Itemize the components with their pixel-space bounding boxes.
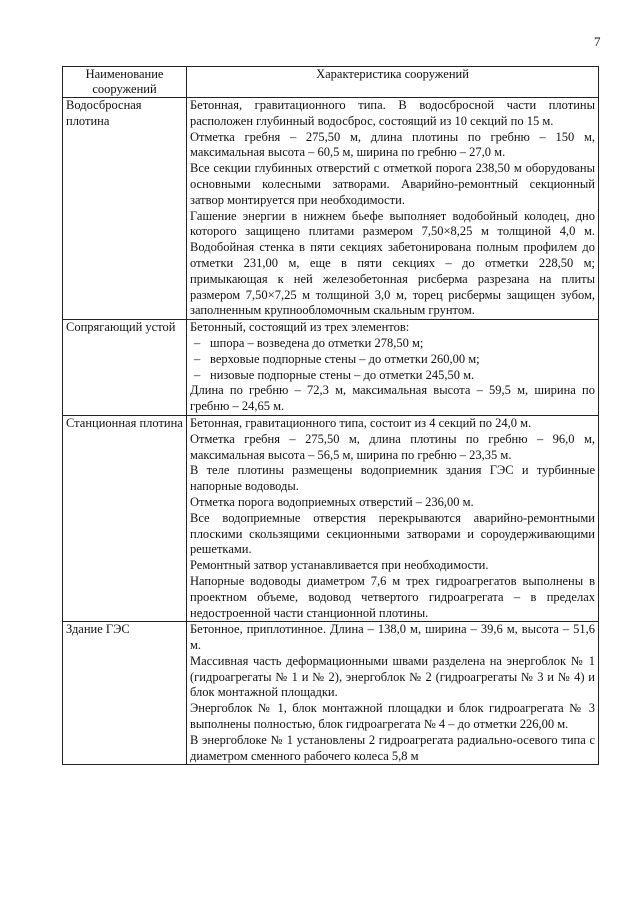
table-row	[63, 415, 599, 621]
description-paragraph: Все водоприемные отверстия перекрываются аварийно-ремонтными плоскими скользящими секционными затворами и сороудерживающими решетками.	[190, 510, 595, 557]
dash-bullet-icon: –	[194, 335, 201, 350]
table-header-row	[63, 67, 599, 98]
description-paragraph: Бетонный, состоящий из трех элементов:	[190, 320, 410, 335]
description-paragraph: Длина по гребню – 72,3 м, максимальная высота – 59,5 м, ширина по гребню – 24,65 м.	[190, 383, 595, 414]
description-paragraph: Гашение энергии в нижнем бьефе выполняет водобойный колодец, дно которого защищено плитами размером 7,50×8,25 м толщиной 4,0 м. Водобойная стенка в пяти секциях забетонирована полным профилем до отметки 231,00 м, еще в пяти секциях – до отметки 228,50 м; примыкающая к ней железобетонная рисберма разрезана на плиты размером 7,50×7,25 м толщиной 3,0 м, торец рисбермы защищен зубом, заполненным крупнообломочным скальным грунтом.	[190, 208, 595, 318]
header-name: Наименование сооружений	[63, 67, 187, 98]
description-paragraph: Бетонное, приплотинное. Длина – 138,0 м, ширина – 39,6 м, высота – 51,6 м.	[190, 622, 595, 653]
description-paragraph: В энергоблоке № 1 установлены 2 гидроагрегата радиально-осевого типа с диаметром сменного рабочего колеса 5,8 м	[190, 732, 595, 763]
description-paragraph: В теле плотины размещены водоприемник здания ГЭС и турбинные напорные водоводы.	[190, 463, 595, 494]
structure-name: Водосбросная плотина	[63, 98, 187, 320]
dash-bullet-icon: –	[194, 351, 201, 366]
elements-list	[190, 336, 595, 383]
structure-description	[187, 622, 599, 765]
table-row	[63, 98, 599, 320]
description-paragraph: Отметка гребня – 275,50 м, длина плотины по гребню – 96,0 м, максимальная высота – 56,5 м, ширина по гребню – 23,35 м.	[190, 431, 595, 462]
structure-name: Здание ГЭС	[63, 622, 187, 765]
description-paragraph: Ремонтный затвор устанавливается при необходимости.	[190, 558, 489, 573]
structure-description	[187, 320, 599, 416]
description-paragraph: Отметка гребня – 275,50 м, длина плотины по гребню – 150 м, максимальная высота – 60,5 м, ширина по гребню – 27,0 м.	[190, 129, 595, 160]
list-item: – верховые подпорные стены – до отметки 260,00 м;	[190, 352, 595, 368]
structure-description	[187, 415, 599, 621]
description-paragraph: Массивная часть деформационными швами разделена на энергоблок № 1 (гидроагрегаты № 1 и № 2), энергоблок № 2 (гидроагрегаты № 3 и № 4) и блок монтажной площадки.	[190, 653, 595, 700]
description-paragraph: Отметка порога водоприемных отверстий – 236,00 м.	[190, 494, 474, 509]
description-paragraph: Все секции глубинных отверстий с отметкой порога 238,50 м оборудованы основными колесными затворами. Аварийно-ремонтный секционный затвор монтируется при необходимости.	[190, 161, 595, 207]
table-row	[63, 320, 599, 416]
dash-bullet-icon: –	[194, 367, 201, 382]
description-paragraph: Бетонная, гравитационного типа. В водосбросной части плотины расположен глубинный водосброс, состоящий из 10 секций по 15 м.	[190, 98, 595, 128]
description-paragraph: Бетонная, гравитационного типа, состоит из 4 секций по 24,0 м.	[190, 415, 532, 430]
list-item: – шпора – возведена до отметки 278,50 м;	[190, 336, 595, 352]
description-paragraph: Напорные водоводы диаметром 7,6 м трех гидроагрегатов выполнены в проектном объеме, водовод четвертого гидроагрегата – в пределах недостроенной части станционной плотины.	[190, 573, 595, 620]
description-paragraph: Энергоблок № 1, блок монтажной площадки и блок гидроагрегата № 3 выполнены полностью, блок гидроагрегата № 4 – до отметки 226,00 м.	[190, 701, 595, 732]
list-item: – низовые подпорные стены – до отметки 245,50 м.	[190, 368, 595, 384]
structure-description	[187, 98, 599, 320]
header-characteristics: Характеристика сооружений	[187, 67, 599, 98]
table-row	[63, 622, 599, 765]
structure-name: Сопрягающий устой	[63, 320, 187, 416]
page-number: 7	[594, 34, 601, 49]
structure-name: Станционная плотина	[63, 415, 187, 621]
structures-table	[62, 66, 599, 765]
